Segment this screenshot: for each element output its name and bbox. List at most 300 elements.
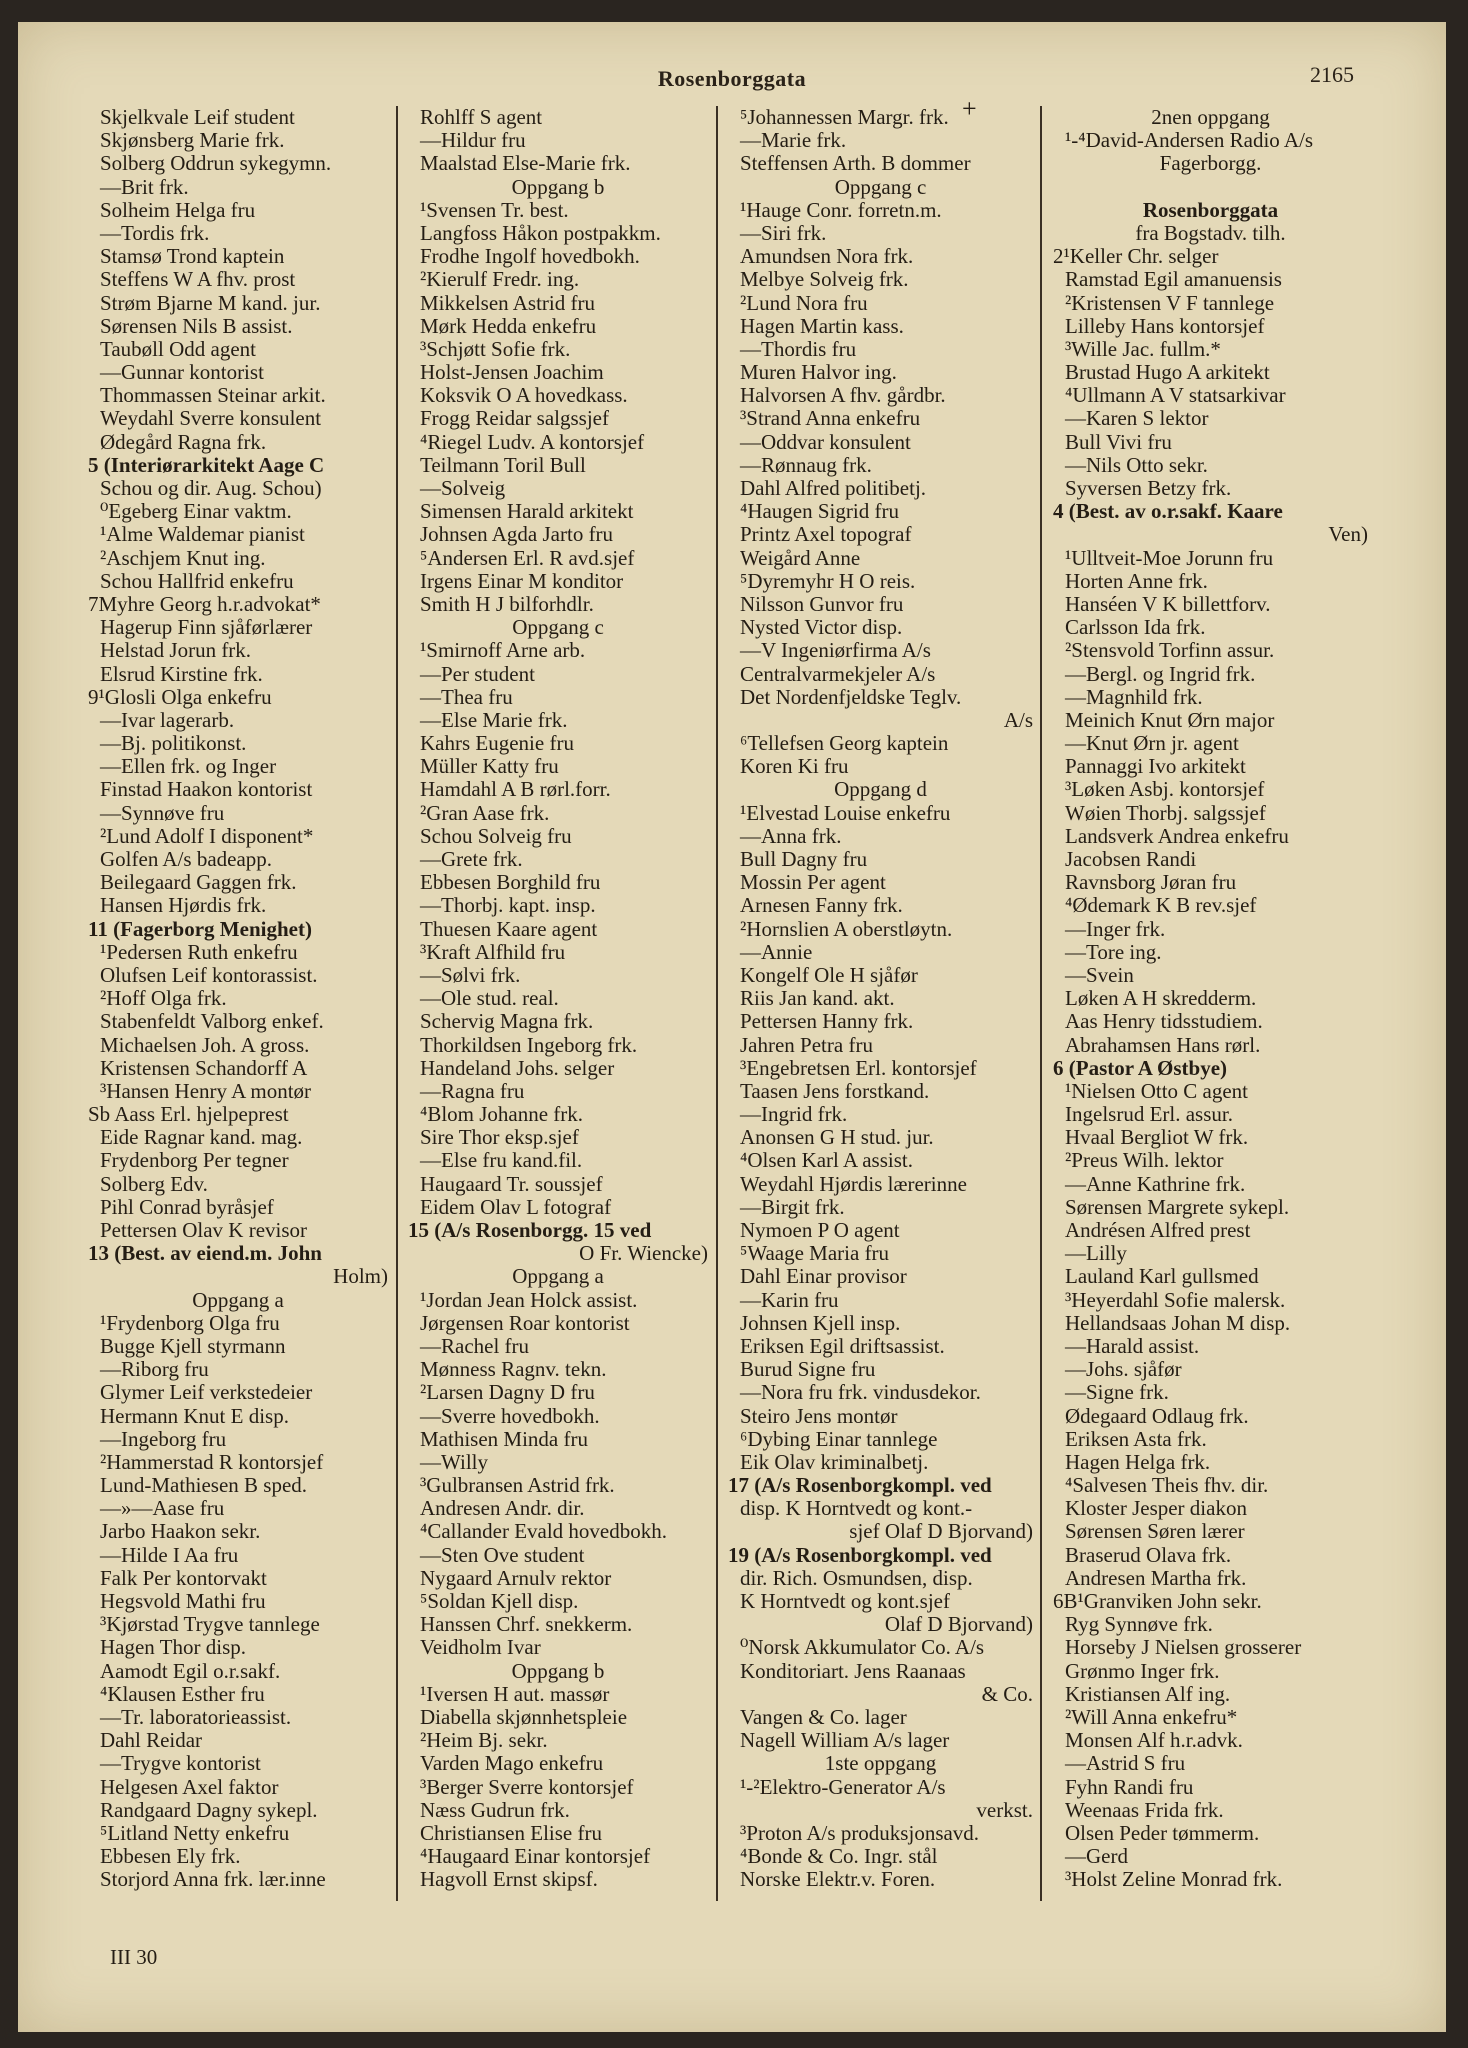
directory-line: Sb Aass Erl. hjelpeprest: [88, 1103, 289, 1127]
column-2: [408, 106, 708, 1922]
directory-line: —Rønnaug frk.: [740, 453, 872, 477]
directory-line: Sire Thor eksp.sjef: [420, 1126, 579, 1150]
directory-line: 2nen oppgang: [1151, 106, 1270, 129]
directory-line: ³Gulbransen Astrid frk.: [420, 1474, 615, 1498]
directory-line: Eriksen Egil driftsassist.: [740, 1334, 945, 1358]
directory-line: Riis Jan kand. akt.: [740, 987, 895, 1011]
directory-line: ⁰Egeberg Einar vaktm.: [100, 500, 292, 524]
directory-line: —Harald assist.: [1065, 1334, 1200, 1358]
directory-line: Schou Solveig fru: [420, 824, 572, 848]
directory-line: ¹Svensen Tr. best.: [420, 198, 569, 222]
directory-line: [1053, 176, 1368, 199]
directory-line: Glymer Leif verkstedeier: [100, 1381, 313, 1405]
directory-line: Ven): [1328, 523, 1368, 547]
directory-line: Halvorsen A fhv. gårdbr.: [740, 384, 946, 408]
directory-line: —Per student: [420, 662, 535, 686]
directory-line: Hvaal Bergliot W frk.: [1065, 1126, 1249, 1150]
directory-line: Sørensen Margrete sykepl.: [1065, 1195, 1290, 1219]
directory-line: Hagerup Finn sjåførlærer: [100, 616, 313, 640]
directory-line: Steffensen Arth. B dommer: [740, 152, 971, 176]
directory-line: Pannaggi Ivo arkitekt: [1065, 755, 1246, 779]
directory-line: Diabella skjønnhetspleie: [420, 1705, 628, 1729]
directory-line: Oppgang a: [512, 1265, 604, 1289]
directory-line: Frodhe Ingolf hovedbokh.: [420, 245, 640, 269]
directory-line: ¹-²Elektro-Generator A/s: [740, 1775, 946, 1799]
directory-line: 1ste oppgang: [824, 1752, 937, 1776]
directory-line: —Birgit frk.: [740, 1195, 845, 1219]
directory-line: ²Preus Wilh. lektor: [1065, 1149, 1224, 1173]
directory-line: Pettersen Hanny frk.: [740, 1010, 914, 1034]
directory-line: 19 (A/s Rosenborgkompl. ved: [728, 1543, 992, 1567]
directory-line: Nymoen P O agent: [740, 1219, 900, 1242]
directory-line: Mørk Hedda enkefru: [420, 314, 597, 338]
directory-line: Kloster Jesper diakon: [1065, 1497, 1247, 1521]
directory-line: ³Heyerdahl Sofie malersk.: [1065, 1288, 1286, 1312]
directory-line: A/s: [1003, 708, 1033, 732]
directory-line: ⁵Soldan Kjell disp.: [420, 1590, 579, 1613]
directory-line: —Willy: [420, 1450, 488, 1474]
directory-line: —Solveig: [420, 477, 506, 500]
directory-line: Weenaas Frida frk.: [1065, 1798, 1224, 1822]
directory-line: —Sverre hovedbokh.: [420, 1404, 600, 1428]
directory-line: —Inger frk.: [1065, 917, 1166, 941]
directory-line: Dahl Reidar: [100, 1729, 203, 1753]
directory-line: Horten Anne frk.: [1065, 569, 1208, 593]
directory-line: —Ingrid frk.: [740, 1103, 848, 1127]
directory-line: 4 (Best. av o.r.sakf. Kaare: [1053, 500, 1283, 524]
directory-line: Muren Halvor ing.: [740, 361, 897, 385]
page-title: Rosenborggata: [657, 66, 807, 91]
directory-line: Ryg Synnøve frk.: [1065, 1613, 1213, 1637]
directory-line: Landsverk Andrea enkefru: [1065, 824, 1289, 848]
directory-line: Mossin Per agent: [740, 871, 886, 895]
directory-line: —Tr. laboratorieassist.: [100, 1705, 292, 1729]
directory-line: Helgesen Axel faktor: [100, 1775, 279, 1799]
directory-line: Beilegaard Gaggen frk.: [100, 871, 297, 895]
directory-line: Thorkildsen Ingeborg frk.: [420, 1033, 638, 1057]
directory-line: Hegsvold Mathi fru: [100, 1590, 266, 1613]
column-divider: [716, 106, 718, 1901]
directory-line: ⁴Ullmann A V statsarkivar: [1065, 384, 1286, 408]
directory-line: 7Myhre Georg h.r.advokat*: [88, 592, 321, 616]
directory-line: Amundsen Nora frk.: [740, 245, 914, 269]
directory-line: ³Engebretsen Erl. kontorsjef: [740, 1056, 977, 1080]
directory-line: Ravnsborg Jøran fru: [1065, 871, 1237, 895]
directory-line: —Signe frk.: [1065, 1381, 1169, 1405]
directory-line: Solberg Edv.: [100, 1172, 208, 1196]
directory-line: —Svein: [1065, 963, 1134, 987]
directory-line: Simensen Harald arkitekt: [420, 500, 634, 524]
directory-line: Brustad Hugo A arkitekt: [1065, 361, 1270, 385]
directory-line: Thommassen Steinar arkit.: [100, 384, 326, 408]
directory-line: Aas Henry tidsstudiem.: [1065, 1010, 1263, 1034]
directory-line: Weydahl Sverre konsulent: [100, 407, 322, 431]
directory-line: Ingelsrud Erl. assur.: [1065, 1103, 1233, 1127]
directory-line: ¹-⁴David-Andersen Radio A/s: [1065, 129, 1314, 153]
directory-line: —Trygve kontorist: [100, 1752, 261, 1776]
directory-line: Helstad Jorun frk.: [100, 639, 252, 663]
directory-line: 6 (Pastor A Østbye): [1053, 1056, 1228, 1080]
directory-line: —Ellen frk. og Inger: [100, 755, 277, 779]
directory-line: Olsen Peder tømmerm.: [1065, 1821, 1260, 1845]
directory-line: Koksvik O A hovedkass.: [420, 384, 628, 408]
directory-line: ⁴Riegel Ludv. A kontorsjef: [420, 430, 645, 454]
directory-line: Oppgang c: [512, 616, 604, 640]
directory-line: Norske Elektr.v. Foren.: [740, 1868, 936, 1892]
directory-line: —Karin fru: [740, 1288, 839, 1312]
directory-line: Holst-Jensen Joachim: [420, 361, 604, 385]
directory-line: —Brit frk.: [100, 175, 189, 199]
directory-line: —Synnøve fru: [100, 801, 225, 825]
directory-line: —Thordis fru: [740, 337, 857, 361]
directory-line: ³Berger Sverre kontorsjef: [420, 1775, 634, 1799]
directory-line: Storjord Anna frk. lær.inne: [100, 1868, 326, 1892]
directory-line: Monsen Alf h.r.advk.: [1065, 1729, 1243, 1753]
directory-line: ⁵Andersen Erl. R avd.sjef: [420, 546, 635, 570]
directory-line: ⁶Dybing Einar tannlege: [740, 1427, 938, 1451]
directory-line: Handeland Johs. selger: [420, 1056, 615, 1080]
directory-line: Michaelsen Joh. A gross.: [100, 1033, 310, 1057]
directory-line: Teilmann Toril Bull: [420, 453, 586, 477]
directory-line: Falk Per kontorvakt: [100, 1566, 267, 1590]
directory-line: ¹Elvestad Louise enkefru: [740, 801, 951, 825]
columns-container: [88, 106, 1368, 1922]
directory-line: Syversen Betzy frk.: [1065, 477, 1232, 500]
directory-line: ⁴Callander Evald hovedbokh.: [420, 1520, 668, 1544]
directory-line: ³Løken Asbj. kontorsjef: [1065, 778, 1265, 802]
page-number: 2165: [1310, 62, 1354, 87]
directory-line: ⁴Haugaard Einar kontorsjef: [420, 1845, 651, 1869]
directory-line: Sørensen Søren lærer: [1065, 1520, 1245, 1544]
directory-line: Konditoriart. Jens Raanaas: [740, 1659, 966, 1683]
column-3: [728, 106, 1033, 1922]
directory-line: —V Ingeniørfirma A/s: [740, 639, 931, 663]
directory-line: Frydenborg Per tegner: [100, 1149, 289, 1173]
directory-line: Bull Vivi fru: [1065, 430, 1172, 454]
directory-line: Nysted Victor disp.: [740, 616, 903, 640]
directory-line: ⁴Klausen Esther fru: [100, 1682, 265, 1706]
directory-line: ¹Smirnoff Arne arb.: [420, 639, 586, 663]
directory-line: ³Proton A/s produksjonsavd.: [740, 1821, 980, 1845]
footer-signature: III 30: [110, 1945, 158, 1969]
directory-line: 5 (Interiørarkitekt Aage C: [88, 453, 325, 477]
directory-line: —Anne Kathrine frk.: [1065, 1172, 1246, 1196]
directory-line: Pihl Conrad byråsjef: [100, 1195, 274, 1219]
directory-line: Oppgang c: [834, 175, 927, 199]
directory-line: Christiansen Elise fru: [420, 1821, 602, 1845]
directory-line: Hellandsaas Johan M disp.: [1065, 1311, 1291, 1335]
directory-line: ⁵Johannessen Margr. frk.: [740, 106, 949, 129]
directory-line: Andresen Martha frk.: [1065, 1566, 1247, 1590]
directory-line: —»—Aase fru: [100, 1497, 225, 1521]
directory-line: ³Schjøtt Sofie frk.: [420, 337, 571, 361]
directory-line: ⁴Haugen Sigrid fru: [740, 500, 899, 524]
directory-line: ¹Iversen H aut. massør: [420, 1682, 610, 1706]
directory-line: —Bj. politikonst.: [100, 732, 247, 756]
directory-line: —Thea fru: [420, 685, 513, 709]
directory-line: —Else Marie frk.: [420, 708, 568, 732]
directory-line: Hanséen V K billettforv.: [1065, 592, 1271, 616]
directory-line: Kristensen Schandorff A: [100, 1056, 308, 1080]
directory-line: Lauland Karl gullsmed: [1065, 1265, 1259, 1289]
directory-line: Wøien Thorbj. salgssjef: [1065, 801, 1266, 825]
column-4: [1053, 106, 1368, 1922]
directory-line: 15 (A/s Rosenborgg. 15 ved: [408, 1219, 652, 1242]
directory-line: Oppgang b: [511, 1659, 605, 1683]
directory-line: verkst.: [976, 1798, 1033, 1822]
directory-line: Hagen Martin kass.: [740, 314, 904, 338]
directory-line: ⁵Waage Maria fru: [740, 1242, 890, 1266]
directory-line: Strøm Bjarne M kand. jur.: [100, 291, 321, 315]
directory-line: & Co.: [981, 1682, 1033, 1706]
directory-line: dir. Rich. Osmundsen, disp.: [740, 1566, 973, 1590]
directory-line: ²Aschjem Knut ing.: [100, 546, 266, 570]
directory-line: Det Nordenfjeldske Teglv.: [740, 685, 962, 709]
directory-line: Nygaard Arnulv rektor: [420, 1566, 612, 1590]
directory-line: —Hilde I Aa fru: [100, 1543, 239, 1567]
directory-line: Schou Hallfrid enkefru: [100, 569, 294, 593]
directory-line: Printz Axel topograf: [740, 523, 912, 547]
directory-line: Burud Signe fru: [740, 1358, 876, 1382]
plus-mark-icon: +: [962, 94, 977, 123]
directory-line: Weydahl Hjørdis lærerinne: [740, 1172, 967, 1196]
directory-line: Oppgang a: [192, 1288, 284, 1312]
directory-line: —Magnhild frk.: [1065, 685, 1203, 709]
directory-line: Centralvarmekjeler A/s: [740, 662, 936, 686]
directory-line: ²Kierulf Fredr. ing.: [420, 268, 580, 292]
directory-line: —Grete frk.: [420, 848, 523, 871]
directory-line: Nagell William A/s lager: [740, 1729, 950, 1753]
directory-line: Eik Olav kriminalbetj.: [740, 1450, 929, 1474]
directory-line: Andresen Andr. dir.: [420, 1497, 585, 1521]
directory-line: Thuesen Kaare agent: [420, 917, 598, 941]
directory-line: —Else fru kand.fil.: [420, 1149, 583, 1173]
directory-line: Grønmo Inger frk.: [1065, 1659, 1220, 1683]
directory-line: —Oddvar konsulent: [740, 430, 911, 454]
directory-line: Horseby J Nielsen grosserer: [1065, 1636, 1302, 1660]
directory-line: —Siri frk.: [740, 221, 827, 245]
directory-line: Løken A H skredderm.: [1065, 987, 1257, 1011]
directory-line: Aamodt Egil o.r.sakf.: [100, 1659, 281, 1683]
directory-line: Kahrs Eugenie fru: [420, 732, 574, 756]
directory-line: —Nora fru frk. vindusdekor.: [740, 1381, 981, 1405]
directory-line: Fagerborgg.: [1159, 152, 1262, 176]
directory-line: Dahl Alfred politibetj.: [740, 477, 927, 500]
directory-line: Schervig Magna frk.: [420, 1010, 594, 1034]
directory-line: Varden Mago enkefru: [420, 1752, 604, 1776]
directory-line: Elsrud Kirstine frk.: [100, 662, 263, 686]
directory-line: ³Kjørstad Trygve tannlege: [100, 1613, 320, 1637]
directory-line: sjef Olaf D Bjorvand): [849, 1520, 1033, 1544]
directory-line: Weigård Anne: [740, 546, 861, 570]
directory-line: Rohlff S agent: [420, 106, 543, 129]
directory-line: Dahl Einar provisor: [740, 1265, 907, 1289]
directory-line: Braserud Olava frk.: [1065, 1543, 1232, 1567]
directory-line: Mønness Ragnv. tekn.: [420, 1358, 607, 1382]
directory-line: 2¹Keller Chr. selger: [1053, 245, 1219, 269]
directory-line: Meinich Knut Ørn major: [1065, 708, 1275, 732]
directory-line: Skjelkvale Leif student: [100, 106, 295, 129]
directory-line: Stabenfeldt Valborg enkef.: [100, 1010, 324, 1034]
directory-line: Oppgang d: [834, 778, 927, 802]
column-divider: [396, 106, 398, 1901]
directory-line: —Hildur fru: [420, 129, 526, 153]
directory-line: 11 (Fagerborg Menighet): [88, 917, 312, 941]
directory-line: —Ole stud. real.: [420, 987, 559, 1011]
directory-line: Randgaard Dagny sykepl.: [100, 1798, 318, 1822]
directory-line: ¹Pedersen Ruth enkefru: [100, 940, 298, 964]
directory-line: Irgens Einar M konditor: [420, 569, 624, 593]
directory-line: Lilleby Hans kontorsjef: [1065, 314, 1265, 338]
directory-line: Langfoss Håkon postpakkm.: [420, 221, 661, 245]
directory-line: —Gerd: [1065, 1845, 1128, 1869]
directory-line: ⁰Norsk Akkumulator Co. A/s: [740, 1636, 985, 1660]
directory-line: Johnsen Kjell insp.: [740, 1311, 901, 1335]
directory-line: Hagen Thor disp.: [100, 1636, 247, 1660]
directory-line: K Horntvedt og kont.sjef: [740, 1590, 950, 1613]
directory-line: Arnesen Fanny frk.: [740, 894, 903, 918]
directory-line: —Gunnar kontorist: [100, 361, 264, 385]
directory-line: Ødegaard Odlaug frk.: [1065, 1404, 1249, 1428]
directory-line: Maalstad Else-Marie frk.: [420, 152, 631, 176]
directory-line: Smith H J bilforhdlr.: [420, 592, 594, 616]
directory-line: Hansen Hjørdis frk.: [100, 894, 267, 918]
directory-line: Skjønsberg Marie frk.: [100, 129, 285, 153]
directory-line: Taubøll Odd agent: [100, 337, 256, 361]
directory-line: Anonsen G H stud. jur.: [740, 1126, 934, 1150]
directory-line: Jacobsen Randi: [1065, 848, 1197, 871]
directory-line: ⁵Litland Netty enkefru: [100, 1821, 290, 1845]
directory-line: Golfen A/s badeapp.: [100, 848, 273, 871]
directory-line: Steffens W A fhv. prost: [100, 268, 296, 292]
directory-line: Veidholm Ivar: [420, 1636, 541, 1660]
directory-line: 9¹Glosli Olga enkefru: [88, 685, 272, 709]
directory-line: ³Wille Jac. fullm.*: [1065, 337, 1221, 361]
column-divider: [1040, 106, 1042, 1901]
directory-line: Frogg Reidar salgssjef: [420, 407, 609, 431]
directory-line: —Sten Ove student: [420, 1543, 585, 1567]
directory-line: Olufsen Leif kontorassist.: [100, 963, 318, 987]
directory-line: O Fr. Wiencke): [579, 1242, 708, 1266]
directory-line: Melbye Solveig frk.: [740, 268, 909, 292]
directory-line: Steiro Jens montør: [740, 1404, 898, 1428]
directory-line: ³Hansen Henry A montør: [100, 1079, 312, 1103]
directory-line: Müller Katty fru: [420, 755, 559, 779]
directory-line: ²Lund Nora fru: [740, 291, 868, 315]
directory-line: Schou og dir. Aug. Schou): [100, 477, 322, 500]
directory-line: Ramstad Egil amanuensis: [1065, 268, 1282, 292]
directory-line: Oppgang b: [511, 175, 605, 199]
directory-line: Olaf D Bjorvand): [884, 1613, 1033, 1637]
directory-line: ¹Ulltveit-Moe Jorunn fru: [1065, 546, 1274, 570]
directory-line: Andrésen Alfred prest: [1065, 1219, 1251, 1242]
directory-line: —Tore ing.: [1065, 940, 1162, 964]
directory-line: —Bergl. og Ingrid frk.: [1065, 662, 1256, 686]
directory-line: Kristiansen Alf ing.: [1065, 1682, 1231, 1706]
directory-line: ⁴Ødemark K B rev.sjef: [1065, 894, 1257, 918]
directory-line: Ødegård Ragna frk.: [100, 430, 267, 454]
directory-line: Mikkelsen Astrid fru: [420, 291, 595, 315]
column-1: [88, 106, 388, 1922]
directory-line: ²Will Anna enkefru*: [1065, 1705, 1238, 1729]
directory-line: —Marie frk.: [740, 129, 847, 153]
directory-line: ⁴Bonde & Co. Ingr. stål: [740, 1845, 938, 1869]
directory-line: ⁶Tellefsen Georg kaptein: [740, 732, 949, 756]
directory-line: Solberg Oddrun sykegymn.: [100, 152, 332, 176]
directory-line: ²Lund Adolf I disponent*: [100, 824, 314, 848]
directory-line: Stamsø Trond kaptein: [100, 245, 285, 269]
directory-line: Eide Ragnar kand. mag.: [100, 1126, 303, 1150]
directory-line: Lund-Mathiesen B sped.: [100, 1474, 308, 1498]
directory-line: ⁴Salvesen Theis fhv. dir.: [1065, 1474, 1269, 1498]
directory-line: ²Heim Bj. sekr.: [420, 1729, 548, 1753]
directory-line: Solheim Helga fru: [100, 198, 256, 222]
directory-line: Hagen Helga frk.: [1065, 1450, 1211, 1474]
directory-line: Jahren Petra fru: [740, 1033, 873, 1057]
directory-line: Haugaard Tr. soussjef: [420, 1172, 603, 1196]
directory-line: Jørgensen Roar kontorist: [420, 1311, 630, 1335]
directory-line: Kongelf Ole H sjåfør: [740, 963, 918, 987]
directory-line: Hanssen Chrf. snekkerm.: [420, 1613, 633, 1637]
directory-line: Koren Ki fru: [740, 755, 849, 779]
directory-line: —Johs. sjåfør: [1065, 1358, 1182, 1382]
directory-line: Hamdahl A B rørl.forr.: [420, 778, 611, 802]
directory-line: Taasen Jens forstkand.: [740, 1079, 930, 1103]
directory-line: ⁴Blom Johanne frk.: [420, 1103, 584, 1127]
directory-line: Hagvoll Ernst skipsf.: [420, 1868, 598, 1892]
directory-line: —Knut Ørn jr. agent: [1065, 732, 1239, 756]
directory-line: —Tordis frk.: [100, 221, 210, 245]
directory-line: —Riborg fru: [100, 1358, 209, 1382]
directory-line: —Anna frk.: [740, 824, 842, 848]
directory-line: ²Hornslien A oberstløytn.: [740, 917, 953, 941]
directory-line: Sørensen Nils B assist.: [100, 314, 293, 338]
directory-line: Johnsen Agda Jarto fru: [420, 523, 614, 547]
directory-page: [18, 22, 1446, 2032]
directory-line: Næss Gudrun frk.: [420, 1798, 570, 1822]
directory-line: —Astrid S fru: [1065, 1752, 1186, 1776]
directory-line: ³Holst Zeline Monrad frk.: [1065, 1868, 1283, 1892]
directory-line: Eidem Olav L fotograf: [420, 1195, 612, 1219]
directory-line: Vangen & Co. lager: [740, 1705, 907, 1729]
directory-line: ²Kristensen V F tannlege: [1065, 291, 1275, 315]
directory-line: fra Bogstadv. tilh.: [1135, 221, 1286, 245]
directory-line: ¹Nielsen Otto C agent: [1065, 1079, 1249, 1103]
directory-line: —Sølvi frk.: [420, 963, 521, 987]
directory-line: ²Larsen Dagny D fru: [420, 1381, 595, 1405]
directory-line: 17 (A/s Rosenborgkompl. ved: [728, 1474, 992, 1498]
directory-line: —Thorbj. kapt. insp.: [420, 894, 596, 918]
directory-line: disp. K Horntvedt og kont.-: [740, 1497, 973, 1521]
directory-line: ⁵Dyremyhr H O reis.: [740, 569, 916, 593]
directory-line: ²Stensvold Torfinn assur.: [1065, 639, 1275, 663]
directory-line: Hermann Knut E disp.: [100, 1404, 289, 1428]
directory-line: Fyhn Randi fru: [1065, 1775, 1194, 1799]
directory-line: ¹Hauge Conr. forretn.m.: [740, 198, 942, 222]
directory-line: ²Hammerstad R kontorsjef: [100, 1450, 324, 1474]
directory-line: ¹Alme Waldemar pianist: [100, 523, 305, 547]
directory-line: —Karen S lektor: [1065, 407, 1209, 431]
directory-line: —Nils Otto sekr.: [1065, 453, 1208, 477]
directory-line: ³Kraft Alfhild fru: [420, 940, 566, 964]
directory-line: ²Gran Aase frk.: [420, 801, 550, 825]
directory-line: Nilsson Gunvor fru: [740, 592, 904, 616]
directory-line: Abrahamsen Hans rørl.: [1065, 1033, 1261, 1057]
directory-line: Bull Dagny fru: [740, 848, 868, 871]
directory-line: —Annie: [740, 940, 813, 964]
directory-line: —Lilly: [1065, 1242, 1127, 1266]
directory-line: Carlsson Ida frk.: [1065, 616, 1206, 640]
